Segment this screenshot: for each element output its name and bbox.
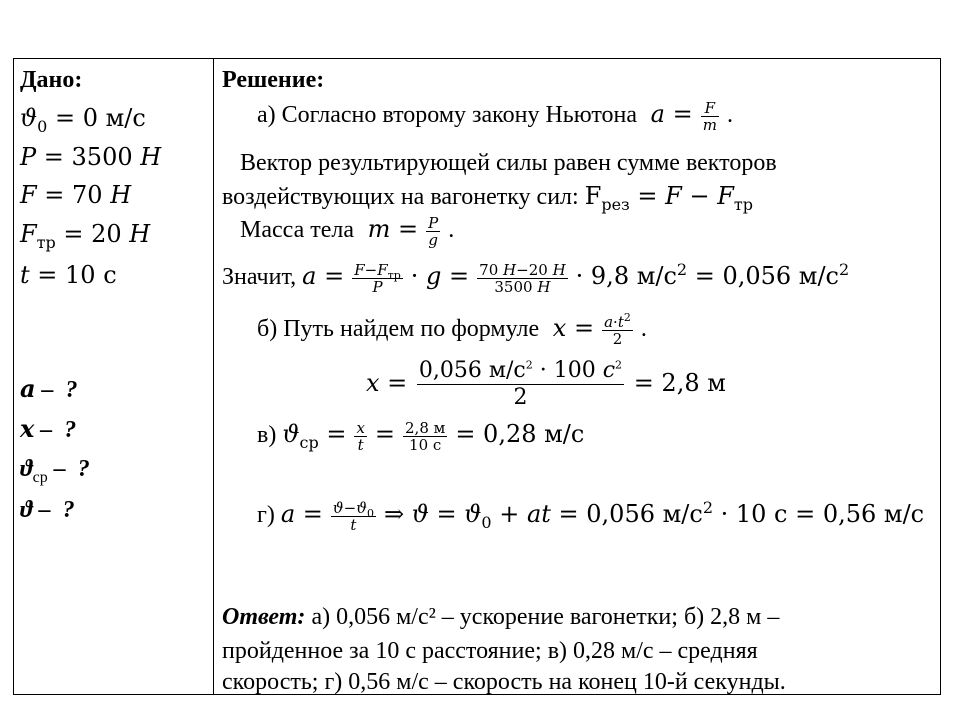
line-b-text: б) Путь найдем по формуле bbox=[257, 316, 540, 343]
given-item-f: F = 70 Н bbox=[20, 181, 132, 209]
line-b-result: = 2,8 м bbox=[633, 369, 726, 397]
line-a-text: а) Согласно второму закону Ньютона bbox=[257, 102, 638, 129]
solution-line-mass: Масса тела m = $\frac{P}{g}$ . bbox=[240, 214, 455, 249]
given-item-v0: $ϑ_0 = 0$ м/с bbox=[20, 104, 146, 136]
unknown-a: 𝒂 – ? bbox=[20, 377, 78, 403]
line-znachit-text: Значит, bbox=[222, 264, 297, 291]
given-item-p: P = 3500 Н bbox=[20, 143, 162, 171]
given-item-t: t = 10 с bbox=[20, 261, 117, 289]
solution-line-b: б) Путь найдем по формуле x = $\frac{a\cdot t^2}{2}$ . bbox=[257, 311, 647, 348]
solution-line-v: в) $ϑ_{ср}$ = $\frac{x}{t}$ = $\frac{2,8 м}{10 с}$ = 0,28 м/с bbox=[257, 419, 585, 454]
line-g-text: г) bbox=[257, 502, 275, 529]
answer-line-3: скорость; г) 0,56 м/с – скорость на конец 10-й секунды. bbox=[222, 669, 786, 695]
line-mass-text: Масса тела bbox=[240, 217, 355, 244]
solution-line-znachit: Значит, a = $\frac{F-F_{тр}}{P}$ · g = $\frac{70 Н-20 Н}{3500 Н}$ · 9,8 $м/с^2 = 0,056$ $м/с^2$ bbox=[222, 260, 850, 296]
column-divider bbox=[213, 59, 214, 694]
answer-line-2: пройденное за 10 с расстояние; в) 0,28 м/с – средняя bbox=[222, 638, 758, 664]
unknown-v: ϑ – ? bbox=[20, 497, 75, 523]
solution-formula-x: x = $\frac{0,056 м/с^2 \cdot 100 c^2}{2}$ = 2,8 м bbox=[366, 358, 726, 410]
line-v-text: в) bbox=[257, 422, 277, 449]
solution-heading: Решение: bbox=[222, 67, 325, 93]
given-item-ftr: $F_{тр} = 20$ Н bbox=[20, 220, 151, 252]
solution-line-vector2: воздействующих на вагонетку сил: $F_{рез} = F - F_{тр}$ bbox=[222, 182, 753, 214]
line-vector2-text: воздействующих на вагонетку сил: bbox=[222, 184, 579, 210]
solution-line-vector1: Вектор результирующей силы равен сумме векторов bbox=[240, 150, 777, 176]
unknown-x: 𝒙 – ? bbox=[20, 417, 77, 443]
unknown-vavg: $ϑ_{ср}$ – ? bbox=[20, 456, 90, 486]
answer-label: Ответ: bbox=[222, 604, 306, 630]
answer-line-1-text: а) 0,056 м/с² – ускорение вагонетки; б) 2,8 м – bbox=[305, 604, 780, 630]
solution-line-g: г) a = $\frac{ϑ-ϑ_0}{t}$ ⇒ $ϑ = ϑ_0$ + at = 0,056 $м/с^2 \cdot 10$ с = 0,56 м/с bbox=[257, 498, 925, 534]
given-heading: Дано: bbox=[20, 67, 83, 93]
answer-line-1 bbox=[222, 605, 779, 629]
solution-line-a: а) Согласно второму закону Ньютона a = $\frac{F}{m}$ . bbox=[257, 99, 733, 134]
